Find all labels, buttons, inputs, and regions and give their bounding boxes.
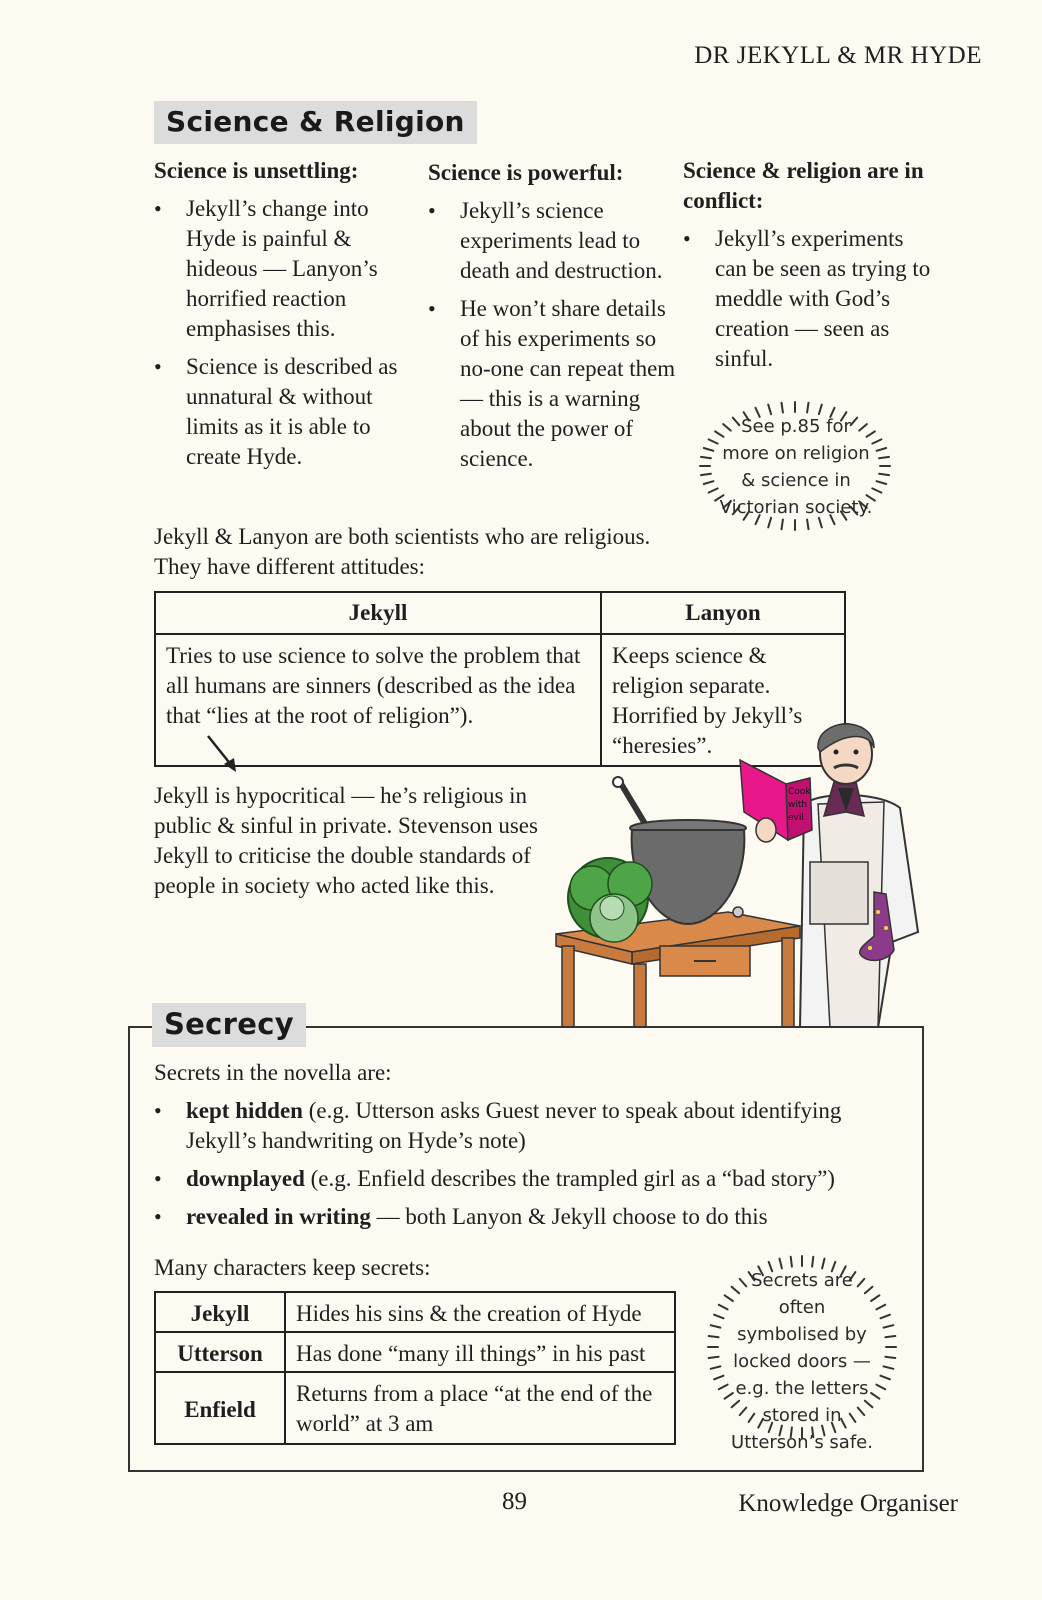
scientist-illustration [548, 712, 924, 1028]
scientist-figure-icon [800, 724, 918, 1028]
list-item: • Science is described as unnatural & without limits as it is able to create Hyde. [154, 352, 416, 472]
column-heading: Science & religion are in conflict: [683, 158, 924, 213]
secrecy-intro: Secrets in the novella are: [154, 1060, 392, 1085]
list-item [154, 1096, 884, 1156]
list-item: • He won’t share details of his experiments so no-one can repeat them — this is a warning about the power of science. [428, 294, 684, 474]
list-item [154, 1202, 884, 1232]
book-icon [740, 760, 812, 842]
column-science-powerful [428, 158, 684, 474]
characters-intro: Many characters keep secrets: [154, 1255, 431, 1280]
table-cell-secret: Hides his sins & the creation of Hyde [285, 1292, 675, 1332]
footer-label: Knowledge Organiser [738, 1490, 958, 1517]
list-item [154, 1164, 884, 1194]
bullet-text: (e.g. Utterson asks Guest never to speak about identifying Jekyll’s handwriting on Hyde’s note) [186, 1098, 842, 1153]
table-header-lanyon: Lanyon [601, 592, 845, 634]
book-label: Cook with evil [788, 787, 811, 823]
callout-see-page: See p.85 for more on religion & science in Victorian society. [719, 416, 873, 518]
column-heading: Science is powerful: [428, 160, 624, 185]
secrecy-list [154, 1088, 884, 1232]
column-science-unsettling [154, 156, 416, 472]
bullet-term: downplayed [186, 1166, 305, 1191]
table-cell-secret: Returns from a place “at the end of the world” at 3 am [285, 1372, 675, 1444]
list-item: • Jekyll’s science experiments lead to death and destruction. [428, 196, 684, 286]
hypocrisy-note: Jekyll is hypocritical — he’s religious in public & sinful in private. Stevenson uses Jekyll to criticise the double standards of people in society who acted like this. [154, 783, 538, 898]
section-title-secrecy: Secrecy [152, 1003, 306, 1047]
table-cell-name: Jekyll [155, 1292, 285, 1332]
bullet-term: kept hidden [186, 1098, 303, 1123]
running-header: DR JEKYLL & MR HYDE [694, 42, 982, 69]
callout-locked-doors: Secrets are often symbolised by locked doors — e.g. the letters stored in Utterson’s safe. [731, 1270, 873, 1453]
page-number: 89 [502, 1488, 527, 1515]
column-science-conflict [683, 156, 933, 374]
table-cell-name: Enfield [155, 1372, 285, 1444]
bullet-term: revealed in writing [186, 1204, 371, 1229]
table-cell-lanyon: Keeps science & religion separate. Horrified by Jekyll’s “heresies”. [601, 634, 845, 766]
table-cell-name: Utterson [155, 1332, 285, 1372]
table-cell-secret: Has done “many ill things” in his past [285, 1332, 675, 1372]
section-title-science: Science & Religion [154, 101, 477, 144]
table-intro: Jekyll & Lanyon are both scientists who are religious. They have different attitudes: [154, 524, 651, 579]
list-item: • Jekyll’s change into Hyde is painful & hideous — Lanyon’s horrified reaction emphasises this. [154, 194, 416, 344]
list-item: • Jekyll’s experiments can be seen as trying to meddle with God’s creation — seen as sinful. [683, 224, 933, 374]
bullet-text: (e.g. Enfield describes the trampled girl as a “bad story”) [304, 1166, 835, 1191]
column-heading: Science is unsettling: [154, 158, 359, 183]
table-row [155, 1292, 675, 1332]
arrow-icon [200, 732, 244, 776]
table-row [155, 1372, 675, 1444]
bullet-text: — both Lanyon & Jekyll choose to do this [370, 1204, 768, 1229]
table-header-jekyll: Jekyll [155, 592, 601, 634]
secrets-table [154, 1291, 676, 1445]
table-cell-jekyll: Tries to use science to solve the problem that all humans are sinners (described as the idea that “lies at the root of religion”). [155, 634, 601, 766]
table-row [155, 1332, 675, 1372]
